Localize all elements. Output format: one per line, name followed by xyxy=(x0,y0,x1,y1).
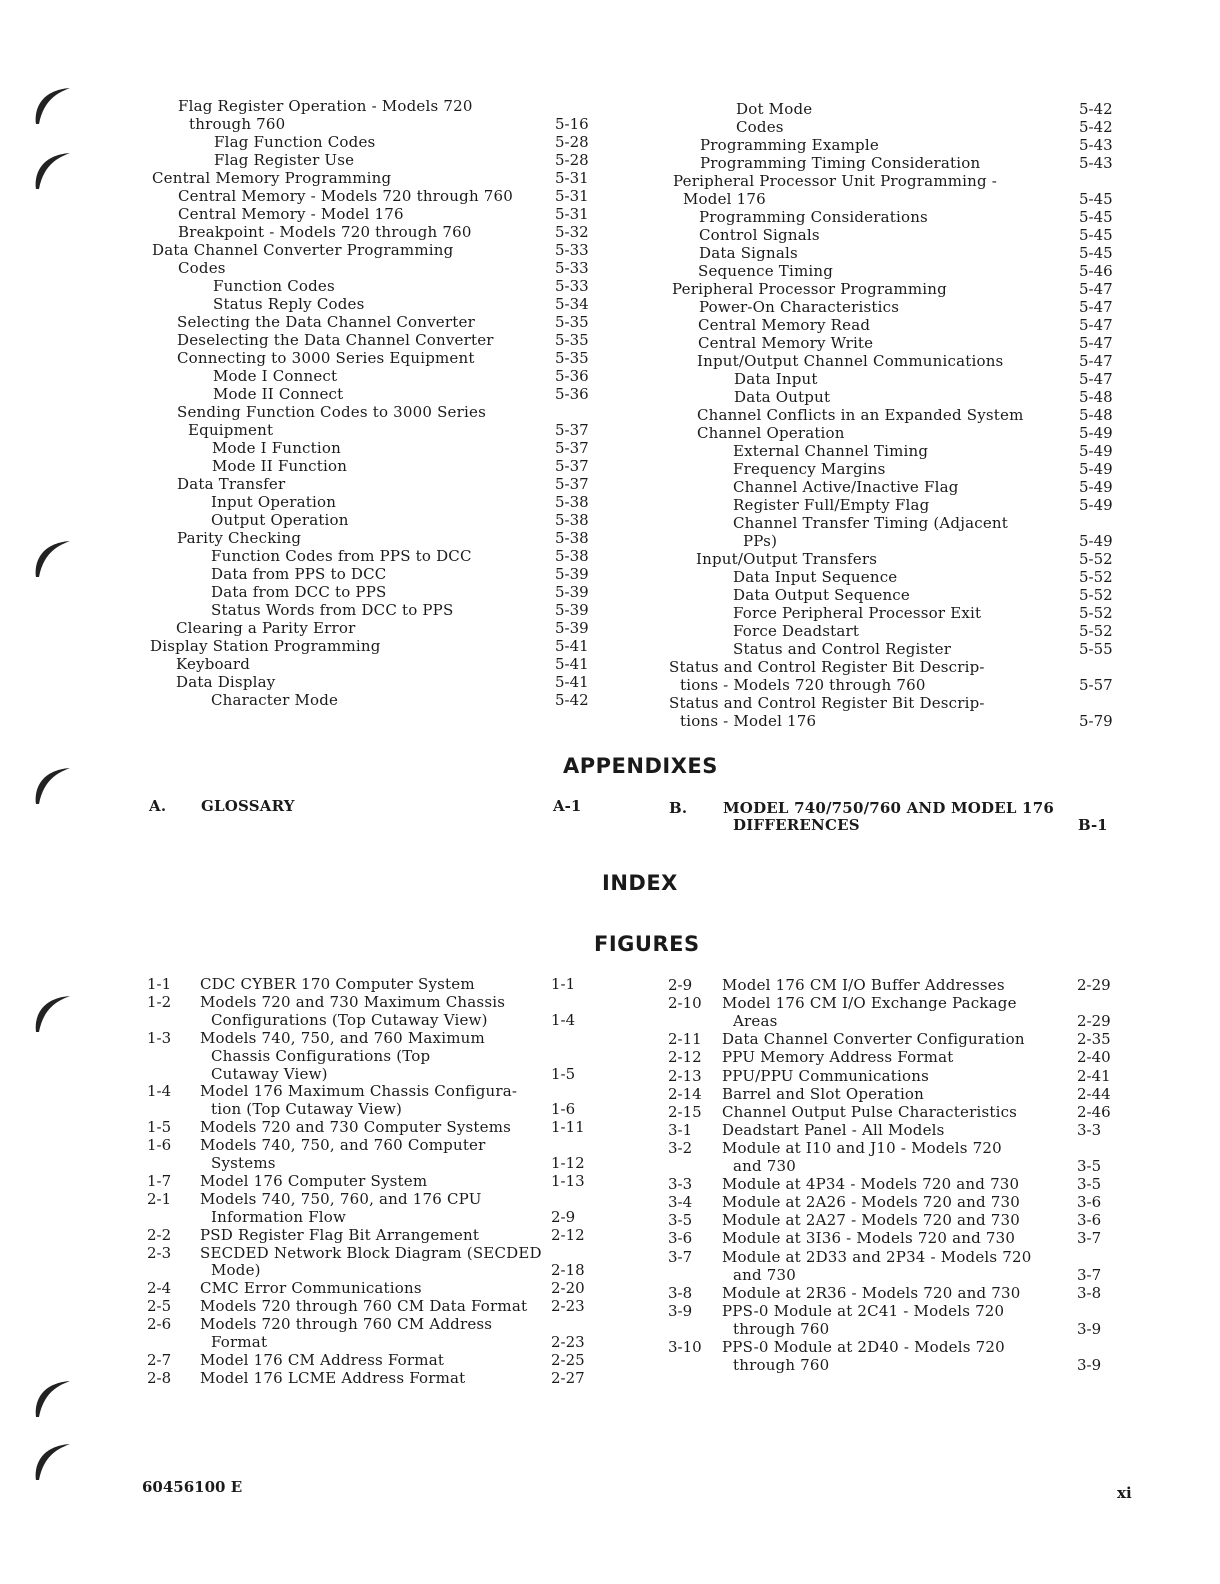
figure-number: 3-1 xyxy=(668,1120,693,1139)
figure-title: Models 720 through 760 CM Address xyxy=(200,1315,493,1334)
figure-page: 2-25 xyxy=(551,1350,585,1369)
toc-entry-page: 5-52 xyxy=(1079,586,1113,604)
toc-entry-title: Codes xyxy=(736,118,784,136)
figure-page: 2-40 xyxy=(1077,1048,1111,1067)
toc-entry-title: Input Operation xyxy=(211,493,337,511)
figure-page: 2-27 xyxy=(551,1368,585,1387)
figure-page: 2-18 xyxy=(551,1261,585,1280)
figure-title: Module at I10 and J10 - Models 720 xyxy=(722,1138,1002,1157)
toc-entry-page: 5-48 xyxy=(1079,406,1113,424)
figure-title: Models 720 through 760 CM Data Format xyxy=(200,1297,528,1316)
toc-entry-title: Data Input xyxy=(734,370,818,388)
figure-number: 2-11 xyxy=(668,1030,702,1049)
toc-entry-page: 5-37 xyxy=(555,439,589,457)
figure-title: Model 176 Computer System xyxy=(200,1171,428,1190)
toc-entry-title: Status and Control Register Bit Descrip- xyxy=(669,694,985,712)
toc-entry-page: 5-38 xyxy=(555,529,589,547)
toc-entry-title: Channel Active/Inactive Flag xyxy=(733,478,959,496)
figure-number: 3-5 xyxy=(668,1211,693,1230)
figure-title: Model 176 CM Address Format xyxy=(200,1350,445,1369)
toc-entry-title: Clearing a Parity Error xyxy=(176,619,356,637)
index-heading[interactable]: INDEX xyxy=(602,871,678,895)
toc-entry-title: Dot Mode xyxy=(736,100,813,118)
figure-title: Models 720 and 730 Computer Systems xyxy=(200,1118,512,1137)
document-number: 60456100 E xyxy=(142,1478,243,1496)
toc-entry-title: Status and Control Register Bit Descrip- xyxy=(669,658,985,676)
toc-entry-title: Central Memory - Models 720 through 760 xyxy=(178,187,514,205)
toc-entry-page: 5-52 xyxy=(1079,604,1113,622)
figure-title: SECDED Network Block Diagram (SECDED xyxy=(200,1243,542,1262)
toc-entry-page: 5-31 xyxy=(555,169,589,187)
figure-page: 3-7 xyxy=(1077,1229,1102,1248)
appendix-title: MODEL 740/750/760 AND MODEL 176 xyxy=(723,799,1054,817)
toc-entry-page: 5-33 xyxy=(555,259,589,277)
figure-page: 1-6 xyxy=(551,1100,576,1119)
appendix-title: GLOSSARY xyxy=(201,797,295,815)
toc-entry-page: 5-28 xyxy=(555,151,589,169)
figure-title: PPU/PPU Communications xyxy=(722,1066,929,1085)
figure-number: 3-10 xyxy=(668,1338,702,1356)
figure-number: 2-10 xyxy=(668,994,702,1013)
toc-entry-page: 5-37 xyxy=(555,475,589,493)
figure-title: Models 740, 750, and 760 Computer xyxy=(200,1136,486,1155)
toc-entry-page: 5-41 xyxy=(555,655,589,673)
figure-page: 1-5 xyxy=(551,1064,576,1083)
toc-entry-page: 5-39 xyxy=(555,601,589,619)
toc-entry-page: 5-33 xyxy=(555,241,589,259)
toc-entry-page: 5-36 xyxy=(555,385,589,403)
toc-entry-title: Status and Control Register xyxy=(733,640,952,658)
punch-hole-icon xyxy=(30,988,76,1034)
figure-number: 2-2 xyxy=(147,1225,172,1244)
figure-title: Barrel and Slot Operation xyxy=(722,1084,925,1103)
toc-entry-title: Status Words from DCC to PPS xyxy=(211,601,454,619)
figure-page: 2-44 xyxy=(1077,1084,1111,1103)
toc-entry-title: Force Deadstart xyxy=(733,622,860,640)
toc-entry-title: Data from DCC to PPS xyxy=(211,583,387,601)
figure-title: Model 176 LCME Address Format xyxy=(200,1368,466,1387)
punch-hole-icon xyxy=(30,145,76,191)
toc-entry-page: 5-38 xyxy=(555,511,589,529)
figure-number: 1-5 xyxy=(147,1118,172,1137)
figure-page: 1-4 xyxy=(551,1010,576,1029)
figure-page: 3-3 xyxy=(1077,1120,1102,1139)
toc-entry-title: Data Display xyxy=(176,673,276,691)
toc-entry-page: 5-47 xyxy=(1079,334,1113,352)
toc-entry-title: Data Transfer xyxy=(177,475,286,493)
figure-page: 3-5 xyxy=(1077,1175,1102,1194)
toc-entry-title: Peripheral Processor Programming xyxy=(672,280,947,298)
figure-number: 2-1 xyxy=(147,1189,172,1208)
figure-title-continued: Areas xyxy=(733,1012,778,1031)
figure-number: 2-15 xyxy=(668,1102,702,1121)
figure-number: 2-12 xyxy=(668,1048,702,1067)
toc-entry-title: Input/Output Transfers xyxy=(696,550,878,568)
toc-entry-title: Data Output Sequence xyxy=(733,586,910,604)
figure-page: 2-9 xyxy=(551,1207,576,1226)
figure-page: 1-11 xyxy=(551,1118,585,1137)
toc-entry-page: 5-39 xyxy=(555,565,589,583)
figure-title: Models 740, 750, and 760 Maximum xyxy=(200,1028,485,1047)
figure-title: PPS-0 Module at 2C41 - Models 720 xyxy=(722,1301,1005,1320)
toc-entry-page: 5-35 xyxy=(555,331,589,349)
figure-page: 2-29 xyxy=(1077,1012,1111,1031)
toc-entry-page: 5-45 xyxy=(1079,244,1113,262)
toc-entry-title: Programming Considerations xyxy=(699,208,928,226)
toc-entry-page: 5-38 xyxy=(555,547,589,565)
toc-entry-page: 5-28 xyxy=(555,133,589,151)
toc-entry-title: Central Memory Write xyxy=(698,334,874,352)
figure-title-continued: Cutaway View) xyxy=(211,1064,328,1083)
toc-entry-title: External Channel Timing xyxy=(733,442,929,460)
figure-number: 1-6 xyxy=(147,1136,172,1155)
figure-page: 3-7 xyxy=(1077,1265,1102,1284)
figure-number: 2-7 xyxy=(147,1350,172,1369)
toc-entry-title: tions - Models 720 through 760 xyxy=(680,676,926,694)
figure-title: Module at 4P34 - Models 720 and 730 xyxy=(722,1175,1020,1194)
toc-entry-title: Input/Output Channel Communications xyxy=(697,352,1004,370)
toc-entry-title: Register Full/Empty Flag xyxy=(733,496,930,514)
toc-entry-title: Data from PPS to DCC xyxy=(211,565,387,583)
toc-entry-page: 5-43 xyxy=(1079,136,1113,154)
appendix-page: A-1 xyxy=(553,797,582,815)
toc-entry-page: 5-45 xyxy=(1079,208,1113,226)
toc-entry-page: 5-35 xyxy=(555,313,589,331)
toc-entry-page: 5-47 xyxy=(1079,370,1113,388)
figure-page: 2-35 xyxy=(1077,1030,1111,1049)
figure-page: 2-12 xyxy=(551,1225,585,1244)
toc-entry-page: 5-42 xyxy=(1079,118,1113,136)
toc-entry-page: 5-45 xyxy=(1079,190,1113,208)
figure-number: 3-9 xyxy=(668,1301,693,1320)
toc-entry-page: 5-55 xyxy=(1079,640,1113,658)
toc-entry-title: Data Input Sequence xyxy=(733,568,898,586)
toc-entry-page: 5-52 xyxy=(1079,622,1113,640)
toc-entry-page: 5-34 xyxy=(555,295,589,313)
figure-page: 2-41 xyxy=(1077,1066,1111,1085)
figure-title-continued: Configurations (Top Cutaway View) xyxy=(211,1010,488,1029)
figure-title: Module at 2A27 - Models 720 and 730 xyxy=(722,1211,1021,1230)
toc-entry-title: Mode II Connect xyxy=(213,385,344,403)
toc-entry-page: 5-42 xyxy=(555,691,589,709)
figure-page: 2-20 xyxy=(551,1279,585,1298)
figure-page: 1-12 xyxy=(551,1154,585,1172)
toc-entry-title: Codes xyxy=(178,259,226,277)
figure-number: 1-7 xyxy=(147,1171,172,1190)
figure-title-continued: tion (Top Cutaway View) xyxy=(211,1100,403,1119)
figure-title: CDC CYBER 170 Computer System xyxy=(200,975,475,993)
toc-entry-title: Control Signals xyxy=(699,226,820,244)
toc-entry-title: Mode II Function xyxy=(212,457,348,475)
figure-number: 2-5 xyxy=(147,1297,172,1316)
figure-page: 3-6 xyxy=(1077,1193,1102,1212)
appendix-letter: B. xyxy=(669,799,688,817)
figure-number: 2-4 xyxy=(147,1279,172,1298)
toc-entry-page: 5-49 xyxy=(1079,532,1113,550)
toc-entry-page: 5-16 xyxy=(555,115,589,133)
toc-entry-title: Frequency Margins xyxy=(733,460,886,478)
toc-entry-page: 5-52 xyxy=(1079,550,1113,568)
figures-heading: FIGURES xyxy=(594,932,700,956)
page-number: xi xyxy=(1117,1484,1132,1502)
figure-number: 3-2 xyxy=(668,1138,693,1157)
toc-entry-title: Programming Timing Consideration xyxy=(700,154,981,172)
toc-entry-title: Power-On Characteristics xyxy=(699,298,900,316)
appendixes-heading: APPENDIXES xyxy=(563,754,718,778)
toc-entry-title: Central Memory - Model 176 xyxy=(178,205,404,223)
toc-entry-page: 5-47 xyxy=(1079,316,1113,334)
figure-title: Module at 3I36 - Models 720 and 730 xyxy=(722,1229,1016,1248)
toc-entry-page: 5-31 xyxy=(555,205,589,223)
toc-entry-title: Flag Function Codes xyxy=(214,133,376,151)
toc-entry-title: Mode I Connect xyxy=(213,367,338,385)
toc-entry-title: Connecting to 3000 Series Equipment xyxy=(177,349,475,367)
figure-title: Models 740, 750, 760, and 176 CPU xyxy=(200,1189,482,1208)
toc-entry-page: 5-49 xyxy=(1079,478,1113,496)
figure-number: 2-13 xyxy=(668,1066,702,1085)
toc-entry-title: Flag Register Use xyxy=(214,151,355,169)
toc-entry-page: 5-47 xyxy=(1079,280,1113,298)
toc-entry-page: 5-36 xyxy=(555,367,589,385)
toc-entry-title: Parity Checking xyxy=(177,529,302,547)
figure-page: 3-5 xyxy=(1077,1157,1102,1175)
toc-entry-page: 5-52 xyxy=(1079,568,1113,586)
toc-entry-title: through 760 xyxy=(189,115,286,133)
toc-entry-page: 5-39 xyxy=(555,583,589,601)
toc-entry-title: Character Mode xyxy=(211,691,339,709)
figure-page: 2-23 xyxy=(551,1297,585,1316)
toc-entry-title: Output Operation xyxy=(211,511,349,529)
toc-entry-title: PPs) xyxy=(743,532,778,550)
toc-entry-title: Sending Function Codes to 3000 Series xyxy=(177,403,486,421)
toc-entry-title: Central Memory Programming xyxy=(152,169,392,187)
toc-entry-title: Programming Example xyxy=(700,136,879,154)
figure-title: Module at 2R36 - Models 720 and 730 xyxy=(722,1283,1021,1302)
figure-title: Models 720 and 730 Maximum Chassis xyxy=(200,992,506,1011)
figure-number: 3-6 xyxy=(668,1229,693,1248)
toc-entry-page: 5-49 xyxy=(1079,460,1113,478)
figure-page: 1-13 xyxy=(551,1171,585,1190)
figure-title: Model 176 CM I/O Buffer Addresses xyxy=(722,976,1005,994)
toc-entry-page: 5-35 xyxy=(555,349,589,367)
figure-title-continued: Format xyxy=(211,1333,268,1351)
punch-hole-icon xyxy=(30,533,76,579)
figure-number: 3-7 xyxy=(668,1247,693,1266)
figure-page: 3-6 xyxy=(1077,1211,1102,1230)
toc-entry-title: Force Peripheral Processor Exit xyxy=(733,604,982,622)
toc-entry-title: Data Signals xyxy=(699,244,798,262)
toc-entry-page: 5-47 xyxy=(1079,352,1113,370)
figure-page: 3-8 xyxy=(1077,1283,1102,1302)
figure-page: 2-29 xyxy=(1077,976,1111,994)
toc-entry-title: Data Channel Converter Programming xyxy=(152,241,454,259)
figure-title: Deadstart Panel - All Models xyxy=(722,1120,945,1139)
figure-number: 3-3 xyxy=(668,1175,693,1194)
toc-entry-title: Function Codes xyxy=(213,277,335,295)
punch-hole-icon xyxy=(30,1373,76,1419)
toc-entry-page: 5-47 xyxy=(1079,298,1113,316)
toc-entry-title: Model 176 xyxy=(683,190,766,208)
toc-entry-title: Function Codes from PPS to DCC xyxy=(211,547,472,565)
toc-entry-title: Peripheral Processor Unit Programming - xyxy=(673,172,998,190)
punch-hole-icon xyxy=(30,1436,76,1482)
toc-entry-title: Status Reply Codes xyxy=(213,295,365,313)
figure-number: 2-6 xyxy=(147,1315,172,1334)
figure-page: 2-46 xyxy=(1077,1102,1111,1121)
figure-title-continued: through 760 xyxy=(733,1356,830,1375)
figure-number: 1-1 xyxy=(147,975,172,993)
toc-entry-title: Breakpoint - Models 720 through 760 xyxy=(178,223,472,241)
figure-title-continued: Mode) xyxy=(211,1261,261,1280)
toc-entry-title: Selecting the Data Channel Converter xyxy=(177,313,475,331)
toc-entry-page: 5-45 xyxy=(1079,226,1113,244)
toc-entry-page: 5-57 xyxy=(1079,676,1113,694)
punch-hole-icon xyxy=(30,760,76,806)
appendix-page: B-1 xyxy=(1078,816,1108,834)
toc-entry-page: 5-49 xyxy=(1079,442,1113,460)
toc-entry-title: Flag Register Operation - Models 720 xyxy=(178,97,473,115)
toc-entry-title: Central Memory Read xyxy=(698,316,871,334)
toc-entry-page: 5-79 xyxy=(1079,712,1113,730)
toc-entry-page: 5-43 xyxy=(1079,154,1113,172)
toc-entry-page: 5-41 xyxy=(555,637,589,655)
toc-entry-page: 5-37 xyxy=(555,421,589,439)
figure-number: 3-4 xyxy=(668,1193,693,1212)
toc-entry-title: Channel Operation xyxy=(697,424,845,442)
toc-entry-title: Sequence Timing xyxy=(698,262,834,280)
figure-title: Data Channel Converter Configuration xyxy=(722,1030,1025,1049)
figure-number: 2-8 xyxy=(147,1368,172,1387)
toc-entry-title: Data Output xyxy=(734,388,831,406)
figure-number: 3-8 xyxy=(668,1283,693,1302)
figure-title: Module at 2A26 - Models 720 and 730 xyxy=(722,1193,1021,1212)
appendix-letter: A. xyxy=(149,797,167,815)
toc-entry-page: 5-31 xyxy=(555,187,589,205)
toc-entry-title: Equipment xyxy=(188,421,274,439)
figure-title: PPS-0 Module at 2D40 - Models 720 xyxy=(722,1338,1005,1356)
figure-title-continued: Systems xyxy=(211,1154,276,1172)
figure-title: PPU Memory Address Format xyxy=(722,1048,954,1067)
figure-number: 1-2 xyxy=(147,992,172,1011)
toc-entry-page: 5-49 xyxy=(1079,496,1113,514)
figure-title: Channel Output Pulse Characteristics xyxy=(722,1102,1018,1121)
figure-title: Model 176 Maximum Chassis Configura- xyxy=(200,1082,518,1101)
toc-entry-title: tions - Model 176 xyxy=(680,712,817,730)
punch-hole-icon xyxy=(30,80,76,126)
toc-entry-title: Display Station Programming xyxy=(150,637,381,655)
figure-title-continued: Chassis Configurations (Top xyxy=(211,1046,431,1065)
toc-entry-title: Keyboard xyxy=(176,655,251,673)
figure-title-continued: and 730 xyxy=(733,1265,797,1284)
toc-entry-page: 5-33 xyxy=(555,277,589,295)
figure-number: 2-14 xyxy=(668,1084,702,1103)
figure-number: 2-3 xyxy=(147,1243,172,1262)
figure-title-continued: through 760 xyxy=(733,1319,830,1338)
toc-entry-page: 5-41 xyxy=(555,673,589,691)
toc-entry-title: Channel Transfer Timing (Adjacent xyxy=(733,514,1008,532)
toc-entry-page: 5-49 xyxy=(1079,424,1113,442)
toc-entry-page: 5-37 xyxy=(555,457,589,475)
figure-number: 1-3 xyxy=(147,1028,172,1047)
figure-page: 1-1 xyxy=(551,975,576,993)
toc-entry-title: Mode I Function xyxy=(212,439,341,457)
figure-title-continued: and 730 xyxy=(733,1157,797,1175)
figure-number: 2-9 xyxy=(668,976,693,994)
figure-title: CMC Error Communications xyxy=(200,1279,422,1298)
figure-number: 1-4 xyxy=(147,1082,172,1101)
figure-title: Model 176 CM I/O Exchange Package xyxy=(722,994,1017,1013)
figure-page: 3-9 xyxy=(1077,1356,1102,1375)
toc-entry-page: 5-46 xyxy=(1079,262,1113,280)
figure-title-continued: Information Flow xyxy=(211,1207,347,1226)
toc-entry-page: 5-38 xyxy=(555,493,589,511)
toc-entry-page: 5-32 xyxy=(555,223,589,241)
toc-entry-title: Deselecting the Data Channel Converter xyxy=(177,331,494,349)
figure-page: 3-9 xyxy=(1077,1319,1102,1338)
figure-page: 2-23 xyxy=(551,1333,585,1351)
figure-title: PSD Register Flag Bit Arrangement xyxy=(200,1225,480,1244)
toc-entry-page: 5-42 xyxy=(1079,100,1113,118)
toc-entry-page: 5-48 xyxy=(1079,388,1113,406)
toc-entry-title: Channel Conflicts in an Expanded System xyxy=(697,406,1024,424)
toc-entry-page: 5-39 xyxy=(555,619,589,637)
figure-title: Module at 2D33 and 2P34 - Models 720 xyxy=(722,1247,1032,1266)
appendix-title-continued: DIFFERENCES xyxy=(733,816,860,834)
